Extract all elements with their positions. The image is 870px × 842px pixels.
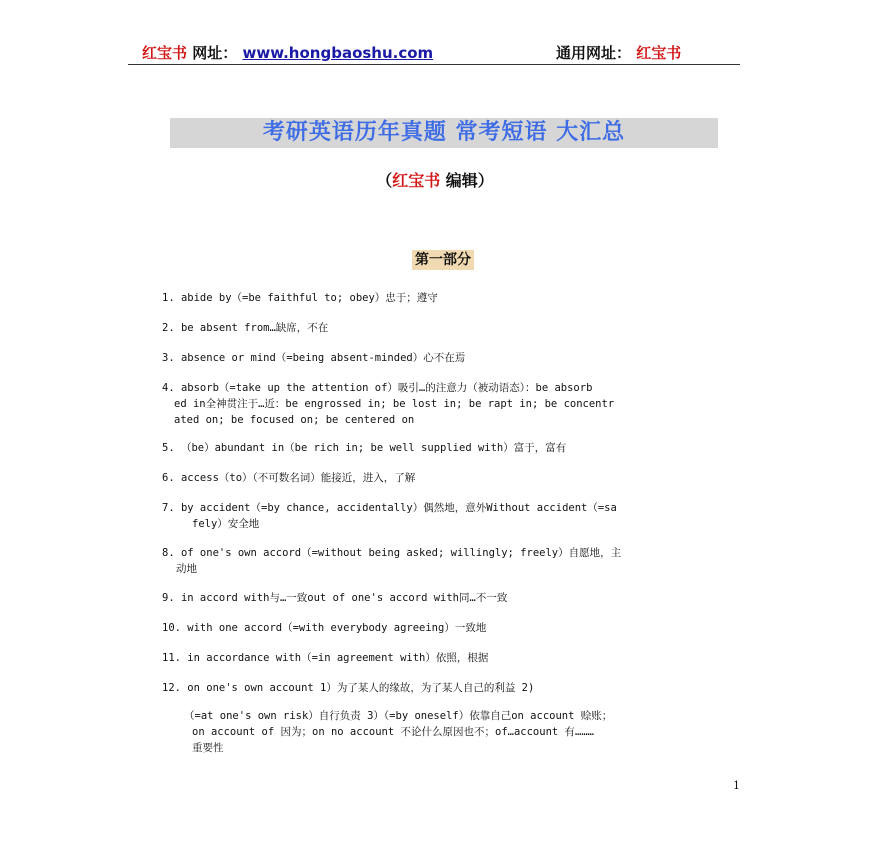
phrase-line: 2. be absent from…缺席，不在 <box>162 322 329 334</box>
phrase-line: 4. absorb（=take up the attention of）吸引…的注意力（被动语态）：be absorb <box>162 382 593 394</box>
section-title: 第一部分 <box>412 250 474 270</box>
document-subtitle <box>0 168 870 191</box>
subtitle-editor: 编辑 <box>440 171 478 190</box>
phrase-line: （=at one's own risk）自行负责 3）（=by oneself）依靠自己on account 赊账； <box>184 710 613 722</box>
phrase-item-11 <box>162 650 488 666</box>
phrase-line: 7. by accident（=by chance, accidentally）偶然地，意外Without accident（=sa <box>162 502 617 514</box>
phrase-line: on account of 因为；on no account 不论什么原因也不；of…account 有……… <box>192 726 595 738</box>
phrase-item-5 <box>162 440 566 456</box>
subtitle-close: ） <box>477 171 494 190</box>
phrase-item-10 <box>162 620 486 636</box>
phrase-item-1 <box>162 290 438 306</box>
header-left <box>142 42 433 63</box>
phrase-line: 5. （be）abundant in（be rich in; be well supplied with）富于，富有 <box>162 442 567 454</box>
phrase-line: 动地 <box>176 563 197 575</box>
page-number: 1 <box>733 779 740 792</box>
phrase-line: 3. absence or mind（=being absent-minded）心不在焉 <box>162 352 466 364</box>
brand-left: 红宝书 <box>142 44 188 62</box>
phrase-line: fely）安全地 <box>192 518 260 530</box>
phrase-line: 1. abide by（=be faithful to; obey）忠于；遵守 <box>162 292 438 304</box>
phrase-item-3 <box>162 350 465 366</box>
subtitle-brand: 红宝书 <box>392 171 441 190</box>
phrase-line: 11. in accordance with（=in agreement with）依照，根据 <box>162 652 489 664</box>
phrase-line: ated on; be focused on; be centered on <box>174 414 415 426</box>
phrase-item-9 <box>162 590 507 606</box>
phrase-line: 9. in accord with与…一致out of one's accord with同…不一致 <box>162 592 508 604</box>
site-url-link[interactable]: www.hongbaoshu.com <box>242 44 434 62</box>
page-header <box>128 40 740 65</box>
site-label: 网址： <box>192 44 238 62</box>
subtitle-open: （ <box>376 171 393 190</box>
header-right <box>556 42 681 63</box>
phrase-line: 重要性 <box>192 742 224 754</box>
phrase-item-6 <box>162 470 415 486</box>
phrase-item-12 <box>162 680 534 696</box>
phrase-line: 6. access（to）（不可数名词）能接近，进入，了解 <box>162 472 416 484</box>
phrase-line: 12. on one's own account 1）为了某人的缘故，为了某人自己的利益 2) <box>162 682 535 694</box>
phrase-line: 8. of one's own accord（=without being asked; willingly; freely）自愿地，主 <box>162 547 622 559</box>
document-title: 考研英语历年真题 常考短语 大汇总 <box>262 120 626 145</box>
phrase-item-12-continuation <box>184 708 612 756</box>
phrase-item-7 <box>162 500 617 532</box>
phrase-item-8 <box>162 545 621 577</box>
phrase-item-4 <box>162 380 614 428</box>
phrase-line: ed in全神贯注于…近：be engrossed in; be lost in; be rapt in; be concentr <box>174 398 615 410</box>
phrase-item-2 <box>162 320 328 336</box>
brand-right: 红宝书 <box>636 44 682 62</box>
general-url-label: 通用网址： <box>556 44 632 62</box>
phrase-line: 10. with one accord（=with everybody agreeing）一致地 <box>162 622 487 634</box>
title-banner <box>170 118 718 148</box>
